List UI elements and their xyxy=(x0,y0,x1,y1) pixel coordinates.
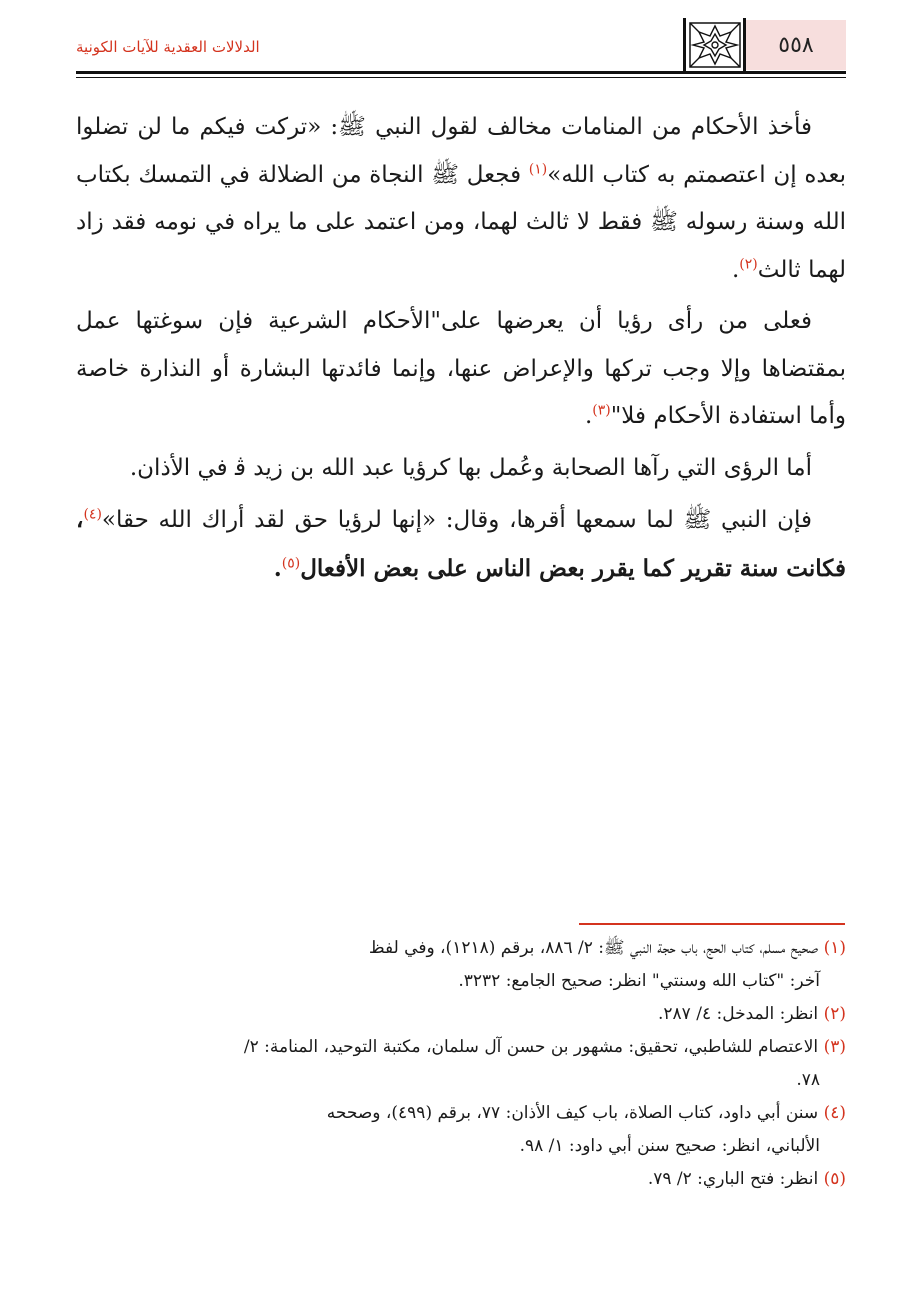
paragraph-text: . xyxy=(731,256,740,283)
header-divider xyxy=(683,18,686,72)
paragraph-text: أما الرؤى التي رآها الصحابة وعُمل بها كرؤيا عبد الله بن زيد ﭬ في الأذان. xyxy=(129,454,812,481)
paragraph-text: . xyxy=(273,554,282,582)
paragraph xyxy=(76,298,846,441)
footnotes xyxy=(76,932,846,1196)
header-rule xyxy=(76,77,846,78)
paragraph xyxy=(76,104,846,294)
footnote-ref[interactable]: (٤) xyxy=(83,506,102,523)
footnote-text: صحيح مسلم، كتاب الحج، باب حجة النبي ﷺ: ٢/ ٨٨٦، برقم (١٢١٨)، وفي لفظ xyxy=(368,938,819,958)
paragraph xyxy=(76,496,846,593)
footnote-text: الألباني، انظر: صحيح سنن أبي داود: ١/ ٩٨. xyxy=(519,1136,820,1156)
paragraph-text: فعلى من رأى رؤيا أن يعرضها على"الأحكام الشرعية فإن سوغتها عمل بمقتضاها وإلا وجب تركها والإعراض عنها، وإنما فائدتها البشارة أو النذارة خاصة وأما استفادة الأحكام فلا" xyxy=(76,308,846,429)
paragraph-text: . xyxy=(584,403,593,429)
footnote-text: انظر: المدخل: ٤/ ٢٨٧. xyxy=(657,1004,819,1024)
footnote xyxy=(76,1031,846,1097)
footnote xyxy=(76,998,846,1031)
footnote-text: سنن أبي داود، كتاب الصلاة، باب كيف الأذان: ٧٧، برقم (٤٩٩)، وصححه xyxy=(326,1103,819,1123)
header-rule xyxy=(76,71,846,74)
geometric-star-ornament-icon xyxy=(686,20,744,70)
page-header xyxy=(76,18,846,74)
footnote-ref[interactable]: (٢) xyxy=(739,255,758,272)
footnote-number: (٣) xyxy=(823,1037,846,1057)
footnote-number: (٤) xyxy=(823,1103,846,1123)
page-number: ٥٥٨ xyxy=(746,20,846,70)
footnote-text: انظر: فتح الباري: ٢/ ٧٩. xyxy=(647,1169,819,1189)
bold-text: ، فكانت سنة تقرير كما يقرر بعض الناس على بعض الأفعال xyxy=(76,506,846,582)
footnote-number: (٢) xyxy=(823,1004,846,1024)
footnote-number: (٥) xyxy=(823,1169,846,1189)
footnote-ref[interactable]: (٥) xyxy=(281,554,301,571)
footnote xyxy=(76,1097,846,1163)
footnote-ref[interactable]: (١) xyxy=(528,160,548,177)
main-text xyxy=(76,104,846,597)
paragraph-text: فإن النبي ﷺ لما سمعها أقرها، وقال: «إنها لرؤيا حق لقد أراك الله حقا» xyxy=(101,507,812,533)
footnote xyxy=(76,1163,846,1196)
footnote-text: آخر: "كتاب الله وسنتي" انظر: صحيح الجامع: ٣٢٣٢. xyxy=(458,971,820,991)
paragraph xyxy=(76,445,846,493)
footnote-ref[interactable]: (٣) xyxy=(592,402,611,419)
footnote-number: (١) xyxy=(823,938,846,958)
footnote-text: ٧٨. xyxy=(796,1070,820,1090)
paragraph-text: فأخذ الأحكام من المنامات مخالف لقول النبي ﷺ: «تركت فيكم ما لن تضلوا بعده إن اعتصمتم به كتاب الله» xyxy=(76,114,846,188)
paragraph-text: فجعل ﷺ النجاة من الضلالة في التمسك بكتاب الله وسنة رسوله ﷺ فقط لا ثالث لهما، ومن اعتمد على ما يراه في نومه فقد زاد لهما ثالث xyxy=(76,161,846,283)
running-title: الدلالات العقدية للآيات الكونية xyxy=(76,38,260,56)
footnote-separator xyxy=(579,923,845,925)
footnote-text: الاعتصام للشاطبي، تحقيق: مشهور بن حسن آل سلمان، مكتبة التوحيد، المنامة: ٢/ xyxy=(243,1037,819,1057)
footnote xyxy=(76,932,846,998)
